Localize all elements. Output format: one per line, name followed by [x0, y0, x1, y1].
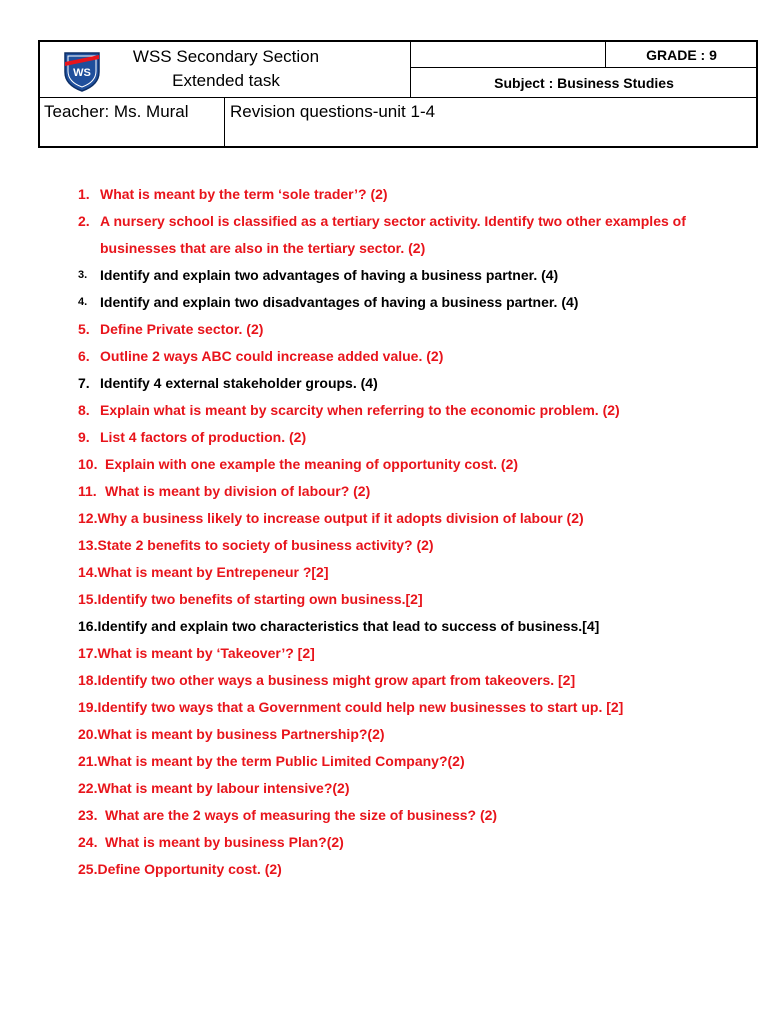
question-item: 18. Identify two other ways a business might grow apart from takeovers. [2] — [78, 672, 576, 688]
question-item: 5. Define Private sector. (2) — [78, 321, 264, 337]
school-name-block — [126, 45, 326, 93]
question-list — [78, 181, 758, 883]
question-item: 11. What is meant by division of labour? (2) — [78, 483, 371, 499]
table-col-divider-bottom — [224, 97, 225, 148]
question-item: 25. Define Opportunity cost. (2) — [78, 861, 282, 877]
header-table — [38, 40, 758, 148]
question-item: 6. Outline 2 ways ABC could increase added value. (2) — [78, 348, 444, 364]
school-logo — [63, 50, 101, 92]
topic-title: Revision questions-unit 1-4 — [230, 102, 436, 121]
table-border-bottom — [38, 146, 758, 148]
question-item: 2. A nursery school is classified as a tertiary sector activity. Identify two other examples of businesses that are also in the tertiary sector. (2) — [78, 213, 686, 256]
logo-text: WS — [73, 67, 91, 79]
grade-label: GRADE : 9 — [646, 47, 717, 63]
question-item: 19. Identify two ways that a Government could help new businesses to start up. [2] — [78, 699, 624, 715]
teacher-label: Teacher: Ms. Mural — [44, 102, 189, 121]
question-item: 17. What is meant by ‘Takeover’? [2] — [78, 645, 315, 661]
question-item: 7. Identify 4 external stakeholder groups. (4) — [78, 375, 378, 391]
school-name: WSS Secondary Section — [132, 47, 320, 66]
question-item: 9. List 4 factors of production. (2) — [78, 429, 307, 445]
question-item: 23. What are the 2 ways of measuring the size of business? (2) — [78, 807, 498, 823]
question-item: 20. What is meant by business Partnership?(2) — [78, 726, 385, 742]
task-type: Extended task — [172, 71, 280, 90]
question-item: 21. What is meant by the term Public Limited Company?(2) — [78, 753, 465, 769]
question-item: 16. Identify and explain two characteristics that lead to success of business.[4] — [78, 618, 600, 634]
table-row-divider — [38, 97, 758, 98]
question-item: 8. Explain what is meant by scarcity when referring to the economic problem. (2) — [78, 402, 620, 418]
subject-label: Subject : Business Studies — [494, 75, 674, 91]
question-item: 22. What is meant by labour intensive?(2) — [78, 780, 350, 796]
shield-icon — [63, 50, 101, 92]
question-item: 24. What is meant by business Plan?(2) — [78, 834, 344, 850]
question-item: 3. Identify and explain two advantages of having a business partner. (4) — [78, 267, 559, 283]
table-grade-divider — [410, 67, 758, 68]
question-item: 10. Explain with one example the meaning of opportunity cost. (2) — [78, 456, 519, 472]
question-item: 12. Why a business likely to increase output if it adopts division of labour (2) — [78, 510, 584, 526]
question-item: 13. State 2 benefits to society of business activity? (2) — [78, 537, 434, 553]
question-item: 15. Identify two benefits of starting own business.[2] — [78, 591, 423, 607]
question-item: 4. Identify and explain two disadvantages of having a business partner. (4) — [78, 294, 579, 310]
question-item: 14. What is meant by Entrepeneur ?[2] — [78, 564, 329, 580]
table-border-left — [38, 40, 40, 148]
question-item: 1. What is meant by the term ‘sole trader’? (2) — [78, 186, 388, 202]
